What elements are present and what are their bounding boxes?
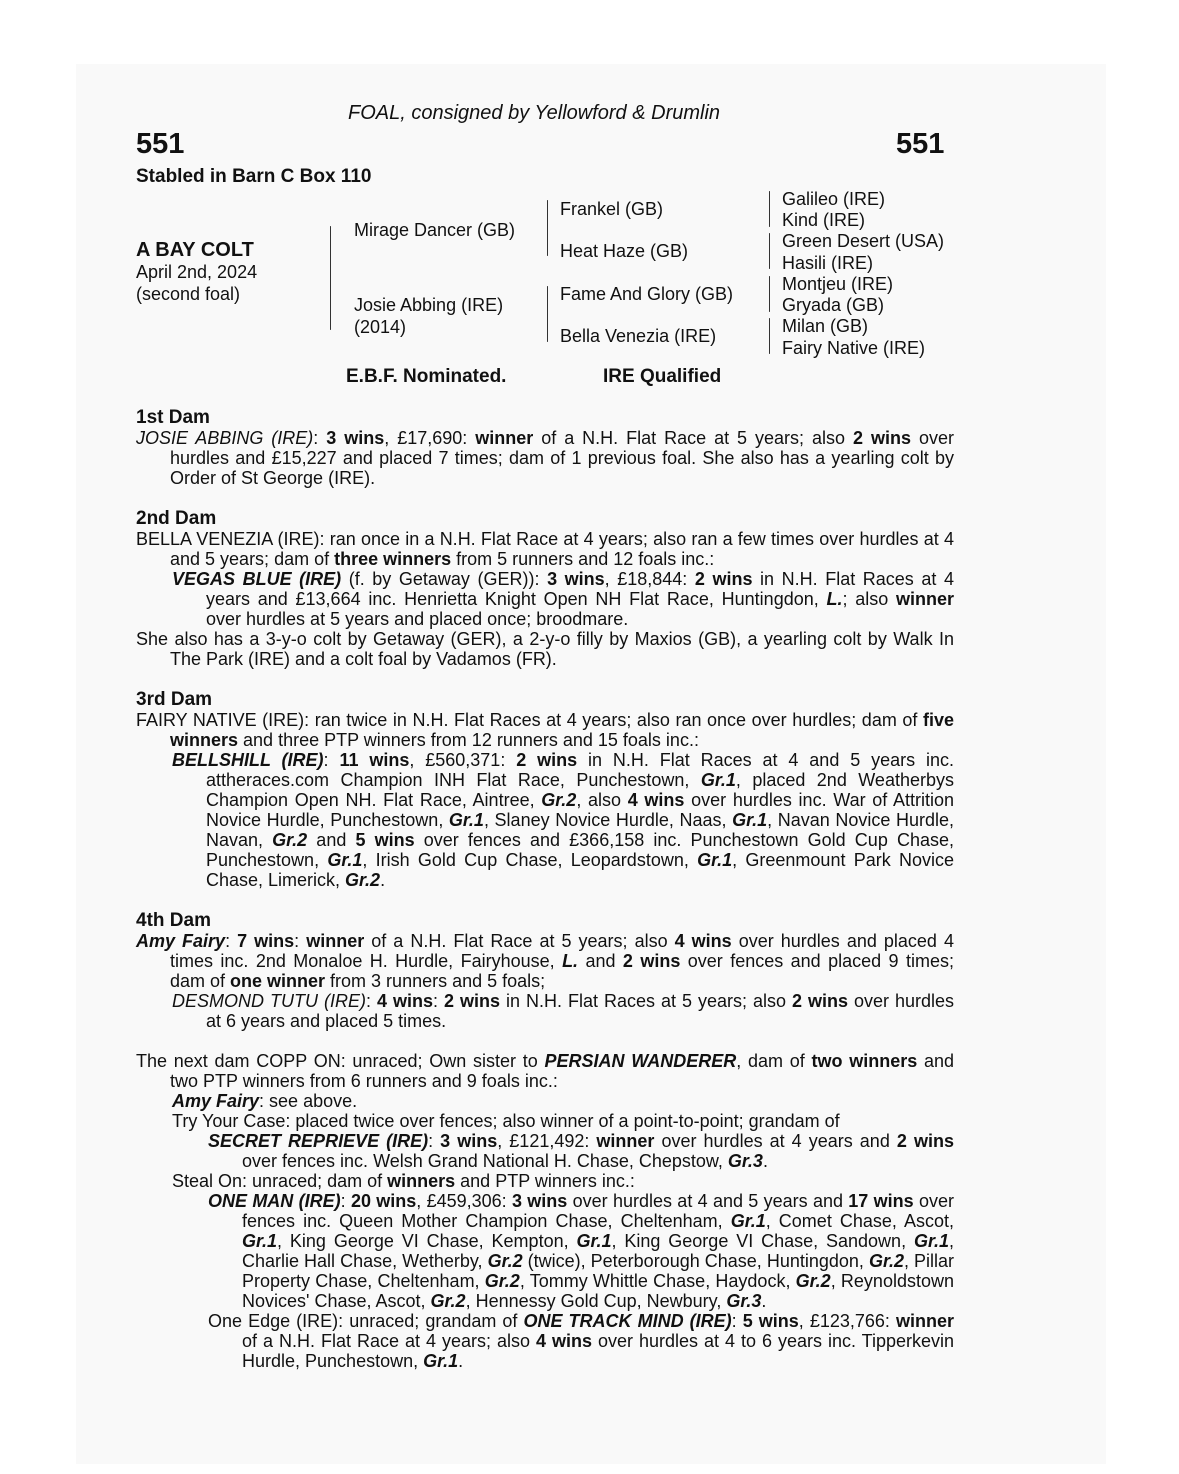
text-run: Gr.2 xyxy=(541,790,577,810)
text-run: two winners xyxy=(811,1051,918,1071)
text-run: , Irish Gold Cup Chase, Leopardstown, xyxy=(362,850,698,870)
text-run: over fences inc. Queen Mother Champion Chase, Cheltenham, xyxy=(242,1191,954,1231)
text-run: , placed 2nd Weatherbys Champion Open NH. Flat Race, Aintree, xyxy=(206,770,954,810)
text-run: over hurdles and £15,227 and placed 7 times; dam of 1 previous foal. She also has a yearling colt by Order of St George (IRE). xyxy=(170,428,954,488)
text-run: , £18,844: xyxy=(604,569,695,589)
text-run: over hurdles inc. War of Attrition Novice Hurdle, Punchestown, xyxy=(206,790,954,830)
text-run: Gr.1 xyxy=(242,1231,278,1251)
text-run: 17 wins xyxy=(848,1191,914,1211)
text-run: , also xyxy=(576,790,628,810)
text-run: , Greenmount Park Novice Chase, Limerick, xyxy=(206,850,955,890)
text-run: Gr.2 xyxy=(868,1251,904,1271)
text-run: Gr.1 xyxy=(327,850,363,870)
ebf-nominated: E.B.F. Nominated. xyxy=(346,366,507,387)
text-run: from 3 runners and 5 foals; xyxy=(325,971,546,991)
text-run: over fences and placed 9 times; dam of xyxy=(170,951,954,991)
text-run: over hurdles at 4 and 5 years and xyxy=(567,1191,849,1211)
text-run: winner xyxy=(596,1131,655,1151)
text-run: , Comet Chase, Ascot, xyxy=(765,1211,954,1231)
text-run: , Hennessy Gold Cup, Newbury, xyxy=(465,1291,727,1311)
text-run: Amy Fairy xyxy=(172,1091,260,1111)
ancestor-5: Montjeu (IRE) xyxy=(782,274,894,294)
sire-sire: Frankel (GB) xyxy=(560,199,664,219)
dam-heading-1: 1st Dam xyxy=(136,407,210,428)
text-run: Steal On: unraced; dam of xyxy=(172,1171,388,1191)
text-run: in N.H. Flat Races at 5 years; also xyxy=(500,991,792,1011)
text-run: in N.H. Flat Races at 4 and 5 years inc. attheraces.com Champion INH Flat Race, Punchestown, xyxy=(206,750,954,790)
text-run: over fences and £366,158 inc. Punchestown Gold Cup Chase, Punchestown, xyxy=(206,830,954,870)
lot-title: A BAY COLT xyxy=(136,239,254,261)
text-run: 4 wins xyxy=(627,790,685,810)
text-run: (twice), Peterborough Chase, Huntingdon, xyxy=(522,1251,869,1271)
text-run: , Navan Novice Hurdle, Navan, xyxy=(206,810,954,850)
pedigree-brace-g2 xyxy=(769,233,770,269)
text-run: : xyxy=(323,750,340,770)
text-run: JOSIE ABBING (IRE) xyxy=(136,428,314,448)
text-run: Gr.1 xyxy=(913,1231,949,1251)
text-run: (f. by Getaway (GER)): xyxy=(341,569,548,589)
text-run: over hurdles at 5 years and placed once; broodmare. xyxy=(206,609,629,629)
lot-number-right: 551 xyxy=(896,128,945,160)
text-run: L. xyxy=(562,951,579,971)
text-run: . xyxy=(380,870,386,890)
text-run: , King George VI Chase, Kempton, xyxy=(277,1231,577,1251)
text-run: 2 wins xyxy=(694,569,753,589)
text-run: 3 wins xyxy=(511,1191,568,1211)
text-run: , £560,371: xyxy=(409,750,517,770)
text-run: : xyxy=(365,991,377,1011)
text-run: winner xyxy=(306,931,365,951)
text-run: BELLA VENEZIA (IRE): ran once in a N.H. Flat Race at 4 years; also ran a few times over hurdles at 4 and 5 years; dam of xyxy=(136,529,954,569)
produce-record xyxy=(136,407,954,1371)
pedigree-brace-dam xyxy=(547,286,548,342)
text-run: 5 wins xyxy=(742,1311,799,1331)
text-run: and xyxy=(307,830,356,850)
next-dam-secret-reprieve xyxy=(136,1131,954,1171)
text-run: 3 wins xyxy=(440,1131,498,1151)
text-run: PERSIAN WANDERER xyxy=(544,1051,737,1071)
next-dam-one-edge xyxy=(136,1311,954,1371)
ancestor-4: Hasili (IRE) xyxy=(782,253,874,273)
text-run: SECRET REPRIEVE (IRE) xyxy=(208,1131,429,1151)
fourth-dam-paragraph xyxy=(136,931,954,991)
text-run: 3 wins xyxy=(547,569,605,589)
text-run: 2 wins xyxy=(791,991,848,1011)
text-run: Gr.3 xyxy=(727,1151,763,1171)
text-run: ; also xyxy=(842,589,896,609)
text-run: Gr.2 xyxy=(795,1271,831,1291)
text-run: over fences inc. Welsh Grand National H. Chase, Chepstow, xyxy=(242,1151,728,1171)
foal-note: (second foal) xyxy=(136,284,241,304)
dam-year: (2014) xyxy=(354,317,407,337)
text-run: : xyxy=(225,931,238,951)
text-run: , £121,492: xyxy=(497,1131,597,1151)
sire-dam: Heat Haze (GB) xyxy=(560,241,689,261)
pedigree-brace-g3 xyxy=(769,276,770,312)
text-run: 4 wins xyxy=(535,1331,592,1351)
foaling-date: April 2nd, 2024 xyxy=(136,262,258,282)
text-run: 20 wins xyxy=(350,1191,417,1211)
text-run: Gr.1 xyxy=(448,810,484,830)
dam-name: Josie Abbing (IRE) xyxy=(354,295,504,315)
text-run: of a N.H. Flat Race at 5 years; also xyxy=(364,931,675,951)
text-run: , Tommy Whittle Chase, Haydock, xyxy=(519,1271,796,1291)
text-run: from 5 runners and 12 foals inc.: xyxy=(451,549,715,569)
next-dam-try-your-case xyxy=(136,1111,954,1131)
text-run: 2 wins xyxy=(516,750,578,770)
text-run: She also has a 3-y-o colt by Getaway (GER), a 2-y-o filly by Maxios (GB), a yearling colt by Walk In The Park (IRE) and a colt foal by Vadamos (FR). xyxy=(136,629,954,669)
dam-heading-4: 4th Dam xyxy=(136,910,211,931)
ancestor-1: Galileo (IRE) xyxy=(782,189,886,209)
text-run: : see above. xyxy=(259,1091,358,1111)
text-run: over hurdles at 4 to 6 years inc. Tipperkevin Hurdle, Punchestown, xyxy=(242,1331,955,1371)
text-run: of a N.H. Flat Race at 5 years; also xyxy=(533,428,853,448)
text-run: : xyxy=(428,1131,441,1151)
next-dam-steal-on xyxy=(136,1171,954,1191)
consignor-line: FOAL, consigned by Yellowford & Drumlin xyxy=(348,102,721,124)
text-run: winner xyxy=(896,589,955,609)
dam-heading-3: 3rd Dam xyxy=(136,689,213,710)
text-run: Gr.1 xyxy=(423,1351,459,1371)
lot-number-left: 551 xyxy=(136,128,185,160)
text-run: 5 wins xyxy=(355,830,415,850)
text-run: Gr.1 xyxy=(730,1211,766,1231)
text-run: Gr.2 xyxy=(487,1251,523,1271)
text-run: One Edge (IRE): unraced; grandam of xyxy=(208,1311,524,1331)
pedigree-brace-sire xyxy=(547,200,548,256)
text-run: L. xyxy=(826,589,843,609)
first-dam-paragraph xyxy=(136,428,954,488)
text-run: Amy Fairy xyxy=(136,931,226,951)
text-run: , dam of xyxy=(736,1051,812,1071)
text-run: BELLSHILL (IRE) xyxy=(172,750,324,770)
text-run: The next dam COPP ON: unraced; Own sister to xyxy=(136,1051,545,1071)
ancestor-3: Green Desert (USA) xyxy=(782,231,945,251)
text-run: , King George VI Chase, Sandown, xyxy=(611,1231,914,1251)
text-run: Gr.2 xyxy=(484,1271,520,1291)
ancestor-8: Fairy Native (IRE) xyxy=(782,338,926,358)
text-run: : xyxy=(340,1191,351,1211)
text-run: and two PTP winners from 6 runners and 9 foals inc.: xyxy=(170,1051,955,1091)
text-run: Gr.3 xyxy=(726,1291,762,1311)
text-run: winner xyxy=(895,1311,954,1331)
third-dam-progeny xyxy=(136,750,954,890)
text-run: 2 wins xyxy=(896,1131,954,1151)
text-run: , £17,690: xyxy=(384,428,476,448)
text-run: winners xyxy=(387,1171,456,1191)
text-run: in N.H. Flat Races at 4 years and £13,664 inc. Henrietta Knight Open NH Flat Race, Huntingdon, xyxy=(206,569,954,609)
text-run: , Pillar Property Chase, Cheltenham, xyxy=(242,1251,955,1291)
third-dam-paragraph xyxy=(136,710,954,750)
text-run: . xyxy=(762,1151,768,1171)
text-run: and three PTP winners from 12 runners and 15 foals inc.: xyxy=(238,730,699,750)
text-run: and xyxy=(578,951,623,971)
text-run: 4 wins xyxy=(674,931,732,951)
text-run: : xyxy=(313,428,327,448)
text-run: . xyxy=(458,1351,464,1371)
text-run: DESMOND TUTU (IRE) xyxy=(172,991,366,1011)
text-run: Gr.1 xyxy=(732,810,768,830)
text-run: Gr.1 xyxy=(576,1231,612,1251)
text-run: over hurdles and placed 4 times inc. 2nd Monaloe H. Hurdle, Fairyhouse, xyxy=(170,931,954,971)
pedigree-brace-g4 xyxy=(769,318,770,354)
text-run: , £459,306: xyxy=(416,1191,512,1211)
text-run: . xyxy=(761,1291,767,1311)
text-run: Gr.2 xyxy=(345,870,381,890)
text-run: 2 wins xyxy=(622,951,681,971)
text-run: , £123,766: xyxy=(798,1311,896,1331)
text-run: : xyxy=(432,991,444,1011)
pedigree-brace-g1 xyxy=(769,191,770,227)
second-dam-progeny xyxy=(136,569,954,629)
text-run: FAIRY NATIVE (IRE): ran twice in N.H. Flat Races at 4 years; also ran once over hurdles; dam of xyxy=(136,710,923,730)
text-run: VEGAS BLUE (IRE) xyxy=(172,569,342,589)
fourth-dam-progeny xyxy=(136,991,954,1031)
second-dam-paragraph xyxy=(136,529,954,569)
text-run: over hurdles at 4 years and xyxy=(654,1131,897,1151)
second-dam-other-foals xyxy=(136,629,954,669)
text-run: : xyxy=(731,1311,743,1331)
dam-heading-2: 2nd Dam xyxy=(136,508,217,529)
next-dam-paragraph xyxy=(136,1051,954,1091)
next-dam-amy-fairy xyxy=(136,1091,954,1111)
text-run: three winners xyxy=(334,549,452,569)
text-run: 3 wins xyxy=(326,428,385,448)
text-run: , Slaney Novice Hurdle, Naas, xyxy=(483,810,733,830)
ancestor-7: Milan (GB) xyxy=(782,316,869,336)
dam-sire: Fame And Glory (GB) xyxy=(560,284,734,304)
text-run: five winners xyxy=(170,710,954,750)
text-run: over hurdles at 6 years and placed 5 times. xyxy=(206,991,955,1031)
dam-dam: Bella Venezia (IRE) xyxy=(560,326,717,346)
ancestor-6: Gryada (GB) xyxy=(782,295,885,315)
text-run: one winner xyxy=(230,971,326,991)
text-run: , Reynoldstown Novices' Chase, Ascot, xyxy=(242,1271,954,1311)
text-run: Gr.2 xyxy=(430,1291,466,1311)
text-run: Gr.1 xyxy=(697,850,733,870)
text-run: of a N.H. Flat Race at 4 years; also xyxy=(242,1331,536,1351)
sire-name: Mirage Dancer (GB) xyxy=(354,220,516,240)
text-run: ONE TRACK MIND (IRE) xyxy=(523,1311,732,1331)
text-run: : xyxy=(294,931,307,951)
text-run: Try Your Case: placed twice over fences; also winner of a point-to-point; grandam of xyxy=(172,1111,840,1131)
pedigree-brace-main xyxy=(330,226,331,330)
text-run: Gr.1 xyxy=(700,770,736,790)
ancestor-2: Kind (IRE) xyxy=(782,210,866,230)
ire-qualified: IRE Qualified xyxy=(603,366,722,387)
text-run: 2 wins xyxy=(443,991,500,1011)
text-run: , Charlie Hall Chase, Wetherby, xyxy=(242,1231,954,1271)
text-run: 2 wins xyxy=(853,428,911,448)
text-run: Gr.2 xyxy=(272,830,308,850)
text-run: and PTP winners inc.: xyxy=(455,1171,635,1191)
text-run: 7 wins xyxy=(237,931,295,951)
text-run: 11 wins xyxy=(339,750,410,770)
next-dam-one-man xyxy=(136,1191,954,1311)
text-run: ONE MAN (IRE) xyxy=(208,1191,341,1211)
stabled-location: Stabled in Barn C Box 110 xyxy=(136,166,372,187)
text-run: winner xyxy=(475,428,534,448)
text-run: 4 wins xyxy=(376,991,433,1011)
